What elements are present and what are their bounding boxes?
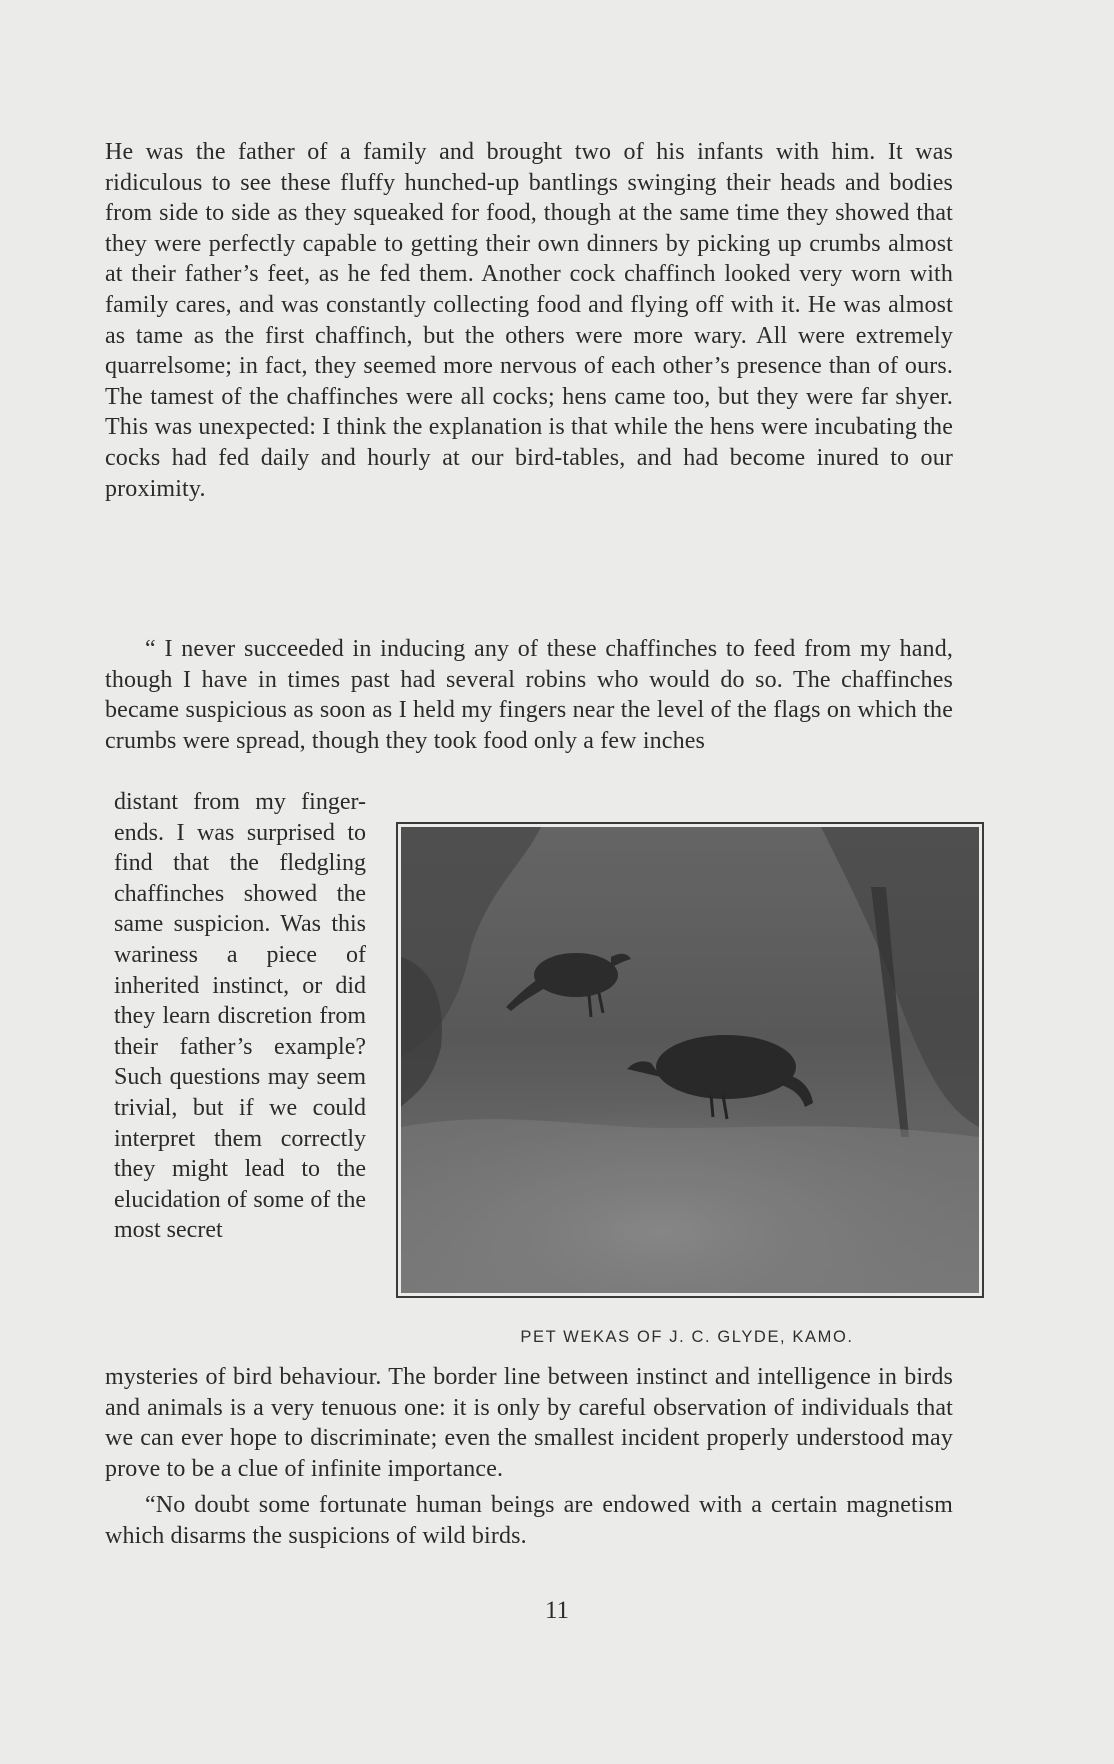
wekas-photo [401,827,979,1293]
figure-caption: PET WEKAS OF J. C. GLYDE, KAMO. [520,1328,854,1346]
text-block-middle [105,634,953,756]
figure [396,822,978,1347]
paragraph-2-full-width: “ I never succeeded in inducing any of these chaffinches to feed from my hand, though I have in times past had several robins who would do so. The chaffinches became suspicious as soon as I held my fingers near the level of the flags on which the crumbs were spread, though they took food only a few inches [105,636,953,754]
text-block-top [105,137,953,504]
photo-frame [396,822,984,1298]
paragraph-1: He was the father of a family and brought two of his infants with him. It was ridiculous to see these fluffy hunched-up bantlings swinging their heads and bodies from side to side as they squeaked for food, though at the same time they showed that they were perfectly capable to getting their own dinners by picking up crumbs almost at their father’s feet, as he fed them. Another cock chaffinch looked very worn with family cares, and was constantly collecting food and flying off with it. He was almost as tame as the first chaffinch, but the others were more wary. All were extremely quarrelsome; in fact, they seemed more nervous of each other’s presence than of ours. The tamest of the chaffinches were all cocks; hens came too, but they were far shyer. This was unexpected: I think the explanation is that while the hens were incubating the cocks had fed daily and hourly at our bird-tables, and had become inured to our proximity. [105,139,953,502]
paragraph-3: “No doubt some fortunate human beings are endowed with a certain magnetism which disarms the suspicions of wild birds. [105,1492,953,1549]
page-number: 11 [544,1597,570,1624]
paragraph-2-end: mysteries of bird behaviour. The border line between instinct and intelligence in birds and animals is a very tenuous one: it is only by careful observation of individuals that we can ever hope to discriminate; even the smallest incident properly understood may prove to be a clue of infinite importance. [105,1364,953,1482]
text-block-bottom [105,1362,953,1552]
paragraph-2-column: distant from my finger-ends. I was surprised to find that the fledgling chaffinches showed the same suspicion. Was this wariness a piece of inherited instinct, or did they learn discretion from their father’s example? Such questions may seem trivial, but if we could interpret them correctly they might lead to the elucidation of some of the most secret [114,789,366,1244]
text-column-left [114,787,366,1246]
photo-grain [401,827,979,1293]
